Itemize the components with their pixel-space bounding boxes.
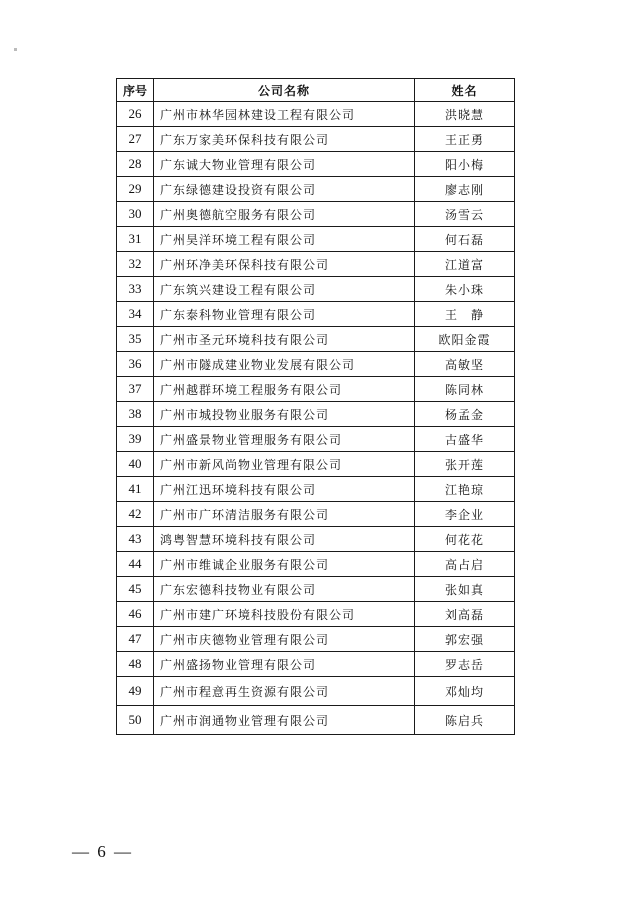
cell-company: 广州市城投物业服务有限公司 <box>154 402 415 427</box>
cell-seq: 49 <box>117 677 154 706</box>
cell-name: 张开莲 <box>415 452 515 477</box>
table-row <box>117 402 515 427</box>
cell-seq: 41 <box>117 477 154 502</box>
cell-company: 广州市广环清洁服务有限公司 <box>154 502 415 527</box>
cell-seq: 46 <box>117 602 154 627</box>
table-row <box>117 252 515 277</box>
table-row <box>117 152 515 177</box>
cell-company: 广州市建广环境科技股份有限公司 <box>154 602 415 627</box>
header-name: 姓名 <box>415 79 515 102</box>
cell-seq: 50 <box>117 706 154 735</box>
cell-company: 广东宏德科技物业有限公司 <box>154 577 415 602</box>
cell-company: 广东筑兴建设工程有限公司 <box>154 277 415 302</box>
page-number: — 6 — <box>72 842 133 861</box>
cell-name: 江艳琼 <box>415 477 515 502</box>
cell-seq: 29 <box>117 177 154 202</box>
cell-seq: 39 <box>117 427 154 452</box>
cell-company: 鸿粤智慧环境科技有限公司 <box>154 527 415 552</box>
cell-name: 高占启 <box>415 552 515 577</box>
table-row <box>117 202 515 227</box>
cell-name: 何石磊 <box>415 227 515 252</box>
cell-seq: 34 <box>117 302 154 327</box>
cell-seq: 35 <box>117 327 154 352</box>
table-row <box>117 477 515 502</box>
cell-company: 广州奥德航空服务有限公司 <box>154 202 415 227</box>
cell-company: 广州越群环境工程服务有限公司 <box>154 377 415 402</box>
cell-company: 广东泰科物业管理有限公司 <box>154 302 415 327</box>
cell-seq: 40 <box>117 452 154 477</box>
cell-company: 广州昊洋环境工程有限公司 <box>154 227 415 252</box>
table-row <box>117 527 515 552</box>
cell-company: 广州盛景物业管理服务有限公司 <box>154 427 415 452</box>
cell-company: 广州市新风尚物业管理有限公司 <box>154 452 415 477</box>
cell-name: 阳小梅 <box>415 152 515 177</box>
table-row <box>117 227 515 252</box>
table-row <box>117 352 515 377</box>
cell-name: 陈同林 <box>415 377 515 402</box>
table-row <box>117 327 515 352</box>
table-row <box>117 102 515 127</box>
cell-name: 张如真 <box>415 577 515 602</box>
cell-seq: 31 <box>117 227 154 252</box>
cell-name: 陈启兵 <box>415 706 515 735</box>
cell-name: 廖志刚 <box>415 177 515 202</box>
table-row <box>117 577 515 602</box>
cell-name: 王 静 <box>415 302 515 327</box>
cell-company: 广州江迅环境科技有限公司 <box>154 477 415 502</box>
cell-name: 古盛华 <box>415 427 515 452</box>
cell-seq: 43 <box>117 527 154 552</box>
cell-seq: 30 <box>117 202 154 227</box>
table-row <box>117 706 515 735</box>
cell-name: 何花花 <box>415 527 515 552</box>
cell-seq: 44 <box>117 552 154 577</box>
cell-company: 广州市庆德物业管理有限公司 <box>154 627 415 652</box>
cell-seq: 48 <box>117 652 154 677</box>
table-row <box>117 552 515 577</box>
cell-company: 广州市程意再生资源有限公司 <box>154 677 415 706</box>
table-row <box>117 302 515 327</box>
cell-seq: 28 <box>117 152 154 177</box>
cell-name: 邓灿均 <box>415 677 515 706</box>
cell-company: 广东万家美环保科技有限公司 <box>154 127 415 152</box>
cell-seq: 47 <box>117 627 154 652</box>
cell-name: 汤雪云 <box>415 202 515 227</box>
cell-name: 江道富 <box>415 252 515 277</box>
cell-seq: 27 <box>117 127 154 152</box>
table-row <box>117 277 515 302</box>
table-body <box>117 102 515 735</box>
header-company: 公司名称 <box>154 79 415 102</box>
cell-seq: 42 <box>117 502 154 527</box>
table-row <box>117 377 515 402</box>
table-row <box>117 427 515 452</box>
table-row <box>117 177 515 202</box>
cell-company: 广州市圣元环境科技有限公司 <box>154 327 415 352</box>
cell-seq: 33 <box>117 277 154 302</box>
table-row <box>117 652 515 677</box>
cell-company: 广东绿德建设投资有限公司 <box>154 177 415 202</box>
cell-seq: 32 <box>117 252 154 277</box>
table-header-row <box>117 79 515 102</box>
cell-company: 广州盛扬物业管理有限公司 <box>154 652 415 677</box>
table-row <box>117 602 515 627</box>
cell-name: 洪晓慧 <box>415 102 515 127</box>
cell-name: 杨孟金 <box>415 402 515 427</box>
cell-name: 郭宏强 <box>415 627 515 652</box>
table-row <box>117 127 515 152</box>
cell-seq: 38 <box>117 402 154 427</box>
table-row <box>117 677 515 706</box>
cell-seq: 37 <box>117 377 154 402</box>
cell-company: 广州环净美环保科技有限公司 <box>154 252 415 277</box>
cell-company: 广州市林华园林建设工程有限公司 <box>154 102 415 127</box>
cell-name: 刘高磊 <box>415 602 515 627</box>
cell-seq: 36 <box>117 352 154 377</box>
cell-name: 欧阳金霞 <box>415 327 515 352</box>
table-row <box>117 452 515 477</box>
cell-company: 广州市维诚企业服务有限公司 <box>154 552 415 577</box>
cell-name: 李企业 <box>415 502 515 527</box>
cell-company: 广东诚大物业管理有限公司 <box>154 152 415 177</box>
cell-seq: 26 <box>117 102 154 127</box>
cell-seq: 45 <box>117 577 154 602</box>
cell-name: 王正勇 <box>415 127 515 152</box>
header-seq: 序号 <box>117 79 154 102</box>
cell-name: 高敏坚 <box>415 352 515 377</box>
company-name-table <box>116 78 515 735</box>
cell-company: 广州市隧成建业物业发展有限公司 <box>154 352 415 377</box>
cell-company: 广州市润通物业管理有限公司 <box>154 706 415 735</box>
table-row <box>117 627 515 652</box>
table-row <box>117 502 515 527</box>
margin-mark <box>14 48 17 51</box>
cell-name: 朱小珠 <box>415 277 515 302</box>
cell-name: 罗志岳 <box>415 652 515 677</box>
